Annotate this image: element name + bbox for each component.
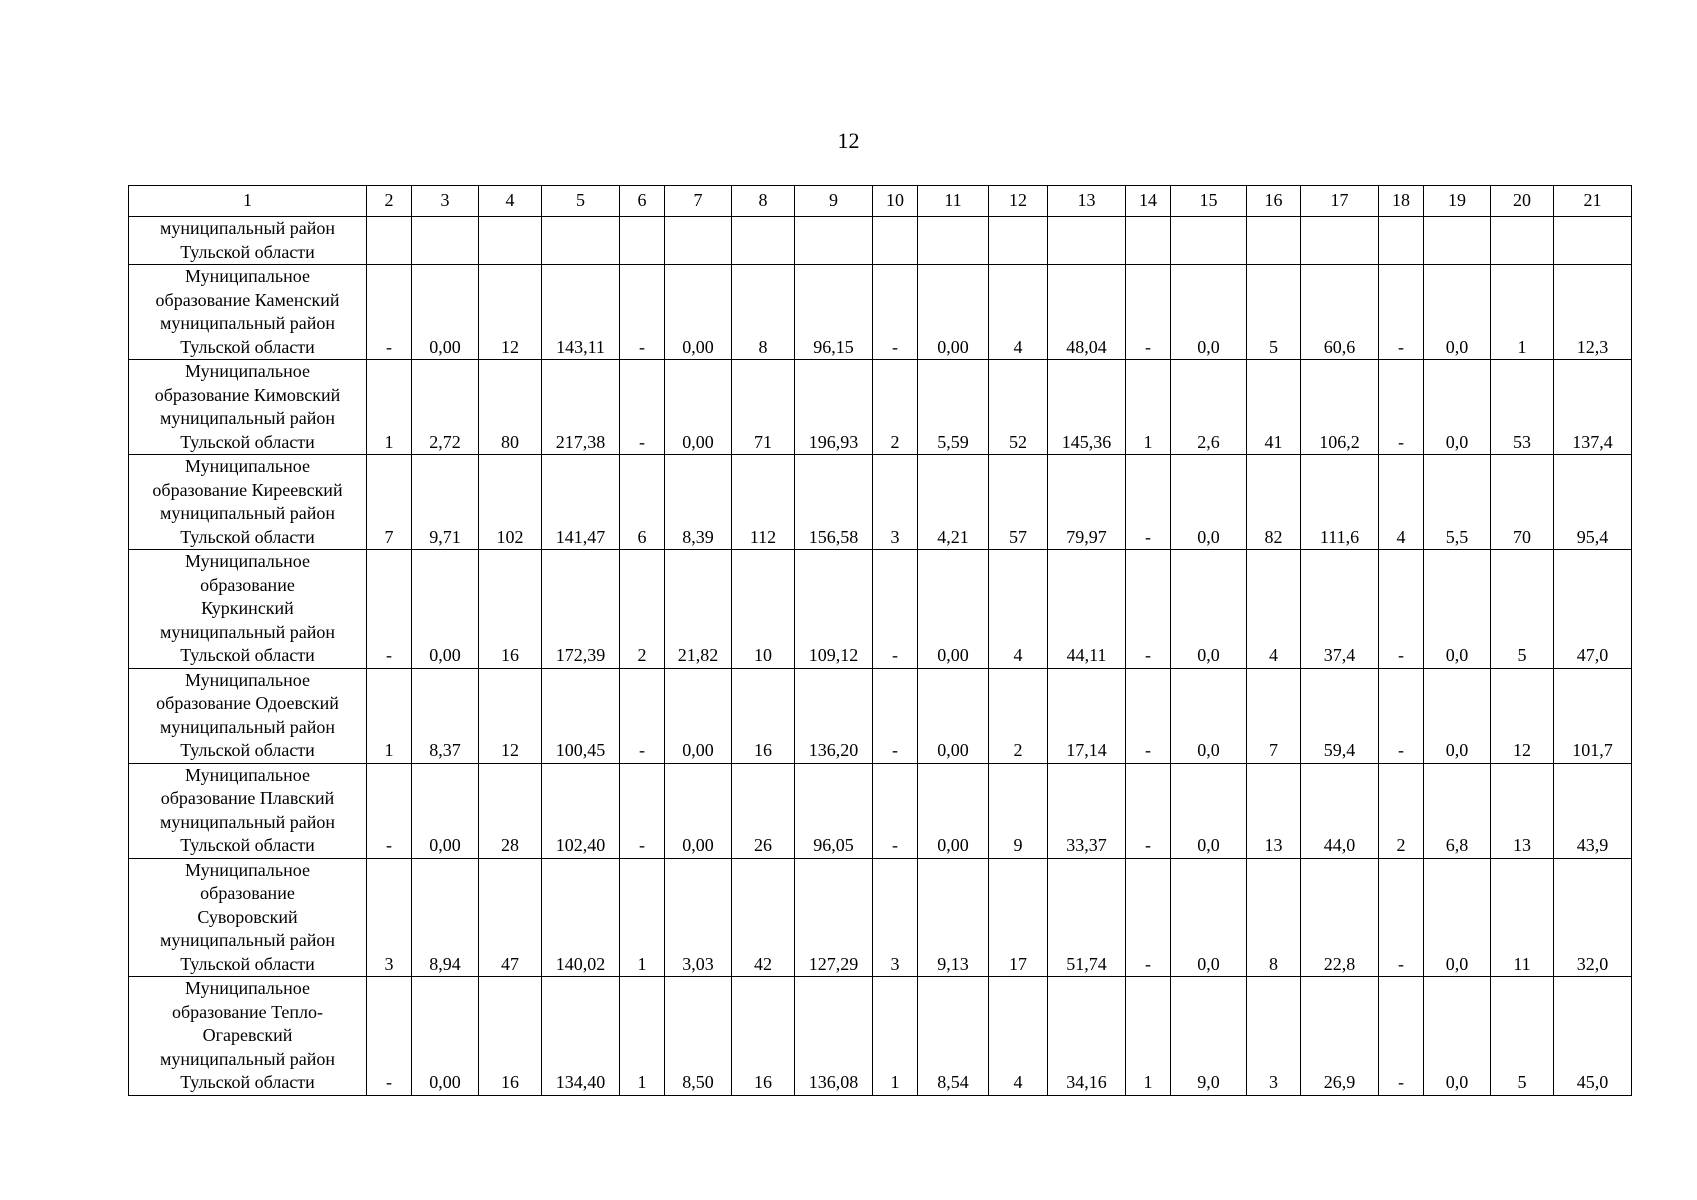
- page-number: 12: [837, 128, 860, 153]
- value-cell: 4: [989, 265, 1048, 360]
- value-cell: 8,50: [665, 977, 732, 1096]
- value-cell: 0,00: [665, 265, 732, 360]
- value-cell: [873, 217, 918, 265]
- value-cell: 112: [732, 455, 795, 550]
- column-header: 7: [665, 186, 732, 217]
- value-cell: 5: [1491, 550, 1554, 669]
- value-cell: 0,00: [412, 550, 479, 669]
- municipality-name-line: образование Кимовский: [154, 384, 341, 405]
- municipality-name-line: образование Одоевский: [156, 693, 339, 713]
- value-cell: 1: [367, 360, 412, 455]
- value-cell: 2: [873, 360, 918, 455]
- municipality-name-line: муниципальный район: [159, 408, 335, 428]
- value-cell: 34,16: [1048, 977, 1126, 1096]
- value-cell: 0,00: [665, 360, 732, 455]
- value-cell: 136,08: [795, 977, 873, 1096]
- value-cell: 8,39: [665, 455, 732, 550]
- column-header: 3: [412, 186, 479, 217]
- value-cell: 21,82: [665, 550, 732, 669]
- value-cell: -: [1126, 668, 1171, 763]
- value-cell: 136,20: [795, 668, 873, 763]
- value-cell: -: [1126, 763, 1171, 858]
- value-cell: 3: [873, 858, 918, 977]
- value-cell: 0,00: [665, 668, 732, 763]
- value-cell: [1424, 217, 1491, 265]
- municipality-name-line: Огаревский: [202, 1025, 293, 1045]
- value-cell: 16: [732, 668, 795, 763]
- value-cell: 140,02: [542, 858, 620, 977]
- value-cell: 1: [873, 977, 918, 1096]
- value-cell: 0,0: [1424, 668, 1491, 763]
- municipality-name-cell: [129, 360, 367, 455]
- value-cell: 45,0: [1554, 977, 1632, 1096]
- value-cell: 13: [1247, 763, 1301, 858]
- value-cell: 141,47: [542, 455, 620, 550]
- value-cell: [1126, 217, 1171, 265]
- municipality-name-line: образование Плавский: [160, 788, 335, 808]
- municipality-name-line: муниципальный район: [159, 811, 335, 832]
- value-cell: 79,97: [1048, 455, 1126, 550]
- municipality-name-cell: [129, 858, 367, 977]
- value-cell: -: [1126, 858, 1171, 977]
- value-cell: 1: [1126, 977, 1171, 1096]
- table-row: [129, 858, 1632, 977]
- municipality-name-line: муниципальный район: [159, 1048, 335, 1069]
- value-cell: -: [367, 763, 412, 858]
- column-header: 11: [918, 186, 989, 217]
- value-cell: -: [1379, 668, 1424, 763]
- value-cell: 0,0: [1424, 360, 1491, 455]
- municipality-name-line: муниципальный район: [159, 503, 335, 523]
- value-cell: 0,0: [1171, 265, 1247, 360]
- value-cell: 71: [732, 360, 795, 455]
- column-header: 6: [620, 186, 665, 217]
- value-cell: 1: [620, 977, 665, 1096]
- municipality-name-line: муниципальный район: [159, 218, 335, 238]
- value-cell: 0,00: [412, 265, 479, 360]
- value-cell: 1: [1491, 265, 1554, 360]
- column-header: 17: [1301, 186, 1379, 217]
- value-cell: 2: [989, 668, 1048, 763]
- value-cell: -: [873, 550, 918, 669]
- value-cell: 16: [479, 550, 542, 669]
- value-cell: 0,00: [918, 668, 989, 763]
- municipality-name-line: Тульской области: [180, 241, 315, 262]
- municipality-name-cell: [129, 455, 367, 550]
- municipality-name-cell: [129, 217, 367, 265]
- column-header: 4: [479, 186, 542, 217]
- value-cell: -: [620, 360, 665, 455]
- value-cell: 53: [1491, 360, 1554, 455]
- value-cell: 37,4: [1301, 550, 1379, 669]
- value-cell: 80: [479, 360, 542, 455]
- value-cell: 8,37: [412, 668, 479, 763]
- value-cell: 33,37: [1048, 763, 1126, 858]
- value-cell: 0,0: [1424, 550, 1491, 669]
- municipality-name-cell: [129, 977, 367, 1096]
- value-cell: -: [1379, 858, 1424, 977]
- value-cell: 26,9: [1301, 977, 1379, 1096]
- value-cell: -: [1126, 455, 1171, 550]
- municipality-name-line: Суворовский: [197, 906, 298, 927]
- municipality-name-line: образование Тепло-: [171, 1001, 324, 1022]
- column-header: 10: [873, 186, 918, 217]
- value-cell: 0,00: [918, 550, 989, 669]
- value-cell: 100,45: [542, 668, 620, 763]
- value-cell: 12: [479, 265, 542, 360]
- value-cell: 44,11: [1048, 550, 1126, 669]
- value-cell: 0,00: [412, 763, 479, 858]
- table-body: [129, 186, 1632, 1096]
- municipality-name-line: муниципальный район: [159, 716, 335, 737]
- municipality-name-line: Тульской области: [180, 645, 315, 665]
- value-cell: 1: [367, 668, 412, 763]
- value-cell: 10: [732, 550, 795, 669]
- value-cell: 13: [1491, 763, 1554, 858]
- value-cell: 4: [1247, 550, 1301, 669]
- municipality-name-cell: [129, 668, 367, 763]
- value-cell: 156,58: [795, 455, 873, 550]
- value-cell: 28: [479, 763, 542, 858]
- value-cell: -: [1126, 550, 1171, 669]
- municipality-name-line: Муниципальное: [185, 361, 310, 381]
- value-cell: -: [1379, 265, 1424, 360]
- value-cell: 60,6: [1301, 265, 1379, 360]
- column-header: 21: [1554, 186, 1632, 217]
- municipality-name-line: муниципальный район: [159, 930, 335, 950]
- value-cell: 17: [989, 858, 1048, 977]
- value-cell: [542, 217, 620, 265]
- value-cell: [367, 217, 412, 265]
- value-cell: 145,36: [1048, 360, 1126, 455]
- municipality-name-line: Тульской области: [180, 953, 315, 974]
- value-cell: [1379, 217, 1424, 265]
- column-header: 12: [989, 186, 1048, 217]
- value-cell: 0,00: [412, 977, 479, 1096]
- municipality-name-line: Муниципальное: [185, 978, 310, 998]
- value-cell: 134,40: [542, 977, 620, 1096]
- value-cell: 48,04: [1048, 265, 1126, 360]
- value-cell: 82: [1247, 455, 1301, 550]
- municipality-name-line: Муниципальное: [185, 764, 310, 785]
- value-cell: 12: [479, 668, 542, 763]
- value-cell: [989, 217, 1048, 265]
- column-header: 8: [732, 186, 795, 217]
- value-cell: 3: [367, 858, 412, 977]
- municipality-name-cell: [129, 763, 367, 858]
- column-header: 9: [795, 186, 873, 217]
- value-cell: -: [1379, 550, 1424, 669]
- value-cell: 3: [873, 455, 918, 550]
- value-cell: 8: [732, 265, 795, 360]
- value-cell: 0,0: [1171, 455, 1247, 550]
- value-cell: 2,6: [1171, 360, 1247, 455]
- table-row: [129, 360, 1632, 455]
- value-cell: 3: [1247, 977, 1301, 1096]
- municipality-name-line: образование: [200, 883, 295, 903]
- value-cell: 2,72: [412, 360, 479, 455]
- municipality-name-line: Муниципальное: [185, 669, 310, 690]
- value-cell: 0,00: [918, 265, 989, 360]
- value-cell: 0,0: [1424, 265, 1491, 360]
- data-table: [128, 185, 1632, 1096]
- value-cell: 127,29: [795, 858, 873, 977]
- value-cell: 16: [732, 977, 795, 1096]
- value-cell: 217,38: [542, 360, 620, 455]
- value-cell: -: [367, 550, 412, 669]
- table-row: [129, 455, 1632, 550]
- value-cell: 32,0: [1554, 858, 1632, 977]
- value-cell: 11: [1491, 858, 1554, 977]
- municipality-name-line: Муниципальное: [185, 266, 310, 286]
- municipality-name-line: Муниципальное: [185, 859, 310, 880]
- municipality-name-line: муниципальный район: [159, 313, 335, 333]
- value-cell: [620, 217, 665, 265]
- value-cell: 6: [620, 455, 665, 550]
- municipality-name-cell: [129, 550, 367, 669]
- value-cell: -: [367, 977, 412, 1096]
- municipality-name-line: Тульской области: [180, 431, 315, 452]
- value-cell: [1554, 217, 1632, 265]
- table-row: [129, 977, 1632, 1096]
- value-cell: 59,4: [1301, 668, 1379, 763]
- value-cell: 9,71: [412, 455, 479, 550]
- value-cell: 5: [1247, 265, 1301, 360]
- value-cell: 12,3: [1554, 265, 1632, 360]
- column-header: 15: [1171, 186, 1247, 217]
- value-cell: 8,94: [412, 858, 479, 977]
- value-cell: [1171, 217, 1247, 265]
- column-header: 18: [1379, 186, 1424, 217]
- value-cell: 57: [989, 455, 1048, 550]
- value-cell: -: [1379, 977, 1424, 1096]
- column-header: 14: [1126, 186, 1171, 217]
- table-row: [129, 550, 1632, 669]
- table-row: [129, 265, 1632, 360]
- municipality-name-line: образование Киреевский: [152, 479, 343, 500]
- value-cell: 137,4: [1554, 360, 1632, 455]
- value-cell: 172,39: [542, 550, 620, 669]
- value-cell: 0,00: [665, 763, 732, 858]
- table-row: [129, 668, 1632, 763]
- value-cell: 2: [620, 550, 665, 669]
- municipality-name-line: Муниципальное: [185, 456, 310, 476]
- value-cell: 5: [1491, 977, 1554, 1096]
- value-cell: 0,0: [1171, 668, 1247, 763]
- value-cell: 8,54: [918, 977, 989, 1096]
- value-cell: 0,0: [1171, 550, 1247, 669]
- value-cell: 52: [989, 360, 1048, 455]
- value-cell: 8: [1247, 858, 1301, 977]
- municipality-name-line: Муниципальное: [185, 551, 310, 571]
- value-cell: [1301, 217, 1379, 265]
- value-cell: 70: [1491, 455, 1554, 550]
- value-cell: 102: [479, 455, 542, 550]
- value-cell: 109,12: [795, 550, 873, 669]
- value-cell: -: [873, 763, 918, 858]
- value-cell: [479, 217, 542, 265]
- value-cell: [795, 217, 873, 265]
- value-cell: [732, 217, 795, 265]
- value-cell: 4: [989, 550, 1048, 669]
- value-cell: [1048, 217, 1126, 265]
- value-cell: 51,74: [1048, 858, 1126, 977]
- value-cell: 12: [1491, 668, 1554, 763]
- municipality-name-line: Тульской области: [180, 740, 315, 760]
- value-cell: -: [1126, 265, 1171, 360]
- value-cell: 0,0: [1424, 977, 1491, 1096]
- value-cell: 196,93: [795, 360, 873, 455]
- table-header-row: [129, 186, 1632, 217]
- municipality-name-line: Тульской области: [180, 1072, 315, 1092]
- municipality-name-line: Тульской области: [180, 336, 315, 357]
- municipality-name-line: муниципальный район: [159, 621, 335, 642]
- value-cell: 95,4: [1554, 455, 1632, 550]
- value-cell: [1491, 217, 1554, 265]
- value-cell: 1: [1126, 360, 1171, 455]
- value-cell: 0,0: [1171, 858, 1247, 977]
- value-cell: 1: [620, 858, 665, 977]
- municipality-name-line: образование Каменский: [155, 289, 340, 310]
- municipality-name-line: образование: [200, 574, 295, 595]
- value-cell: 43,9: [1554, 763, 1632, 858]
- value-cell: [412, 217, 479, 265]
- value-cell: -: [873, 265, 918, 360]
- value-cell: 4,21: [918, 455, 989, 550]
- value-cell: 3,03: [665, 858, 732, 977]
- value-cell: 0,00: [918, 763, 989, 858]
- value-cell: 5,5: [1424, 455, 1491, 550]
- value-cell: 47,0: [1554, 550, 1632, 669]
- value-cell: 7: [367, 455, 412, 550]
- value-cell: 41: [1247, 360, 1301, 455]
- value-cell: -: [1379, 360, 1424, 455]
- value-cell: 106,2: [1301, 360, 1379, 455]
- value-cell: 22,8: [1301, 858, 1379, 977]
- value-cell: 0,0: [1424, 858, 1491, 977]
- column-header: 19: [1424, 186, 1491, 217]
- value-cell: 47: [479, 858, 542, 977]
- value-cell: -: [873, 668, 918, 763]
- value-cell: [1247, 217, 1301, 265]
- value-cell: 16: [479, 977, 542, 1096]
- municipality-name-cell: [129, 265, 367, 360]
- value-cell: 9,13: [918, 858, 989, 977]
- table-row: [129, 217, 1632, 265]
- column-header: 16: [1247, 186, 1301, 217]
- value-cell: 96,05: [795, 763, 873, 858]
- value-cell: -: [367, 265, 412, 360]
- value-cell: 44,0: [1301, 763, 1379, 858]
- table-row: [129, 763, 1632, 858]
- municipality-name-line: Куркинский: [201, 598, 294, 618]
- value-cell: 26: [732, 763, 795, 858]
- column-header: 1: [129, 186, 367, 217]
- value-cell: [665, 217, 732, 265]
- value-cell: 7: [1247, 668, 1301, 763]
- municipality-name-line: Тульской области: [180, 835, 315, 855]
- column-header: 5: [542, 186, 620, 217]
- value-cell: 102,40: [542, 763, 620, 858]
- value-cell: -: [620, 265, 665, 360]
- value-cell: -: [620, 668, 665, 763]
- value-cell: 42: [732, 858, 795, 977]
- column-header: 2: [367, 186, 412, 217]
- value-cell: 9: [989, 763, 1048, 858]
- value-cell: [918, 217, 989, 265]
- value-cell: 6,8: [1424, 763, 1491, 858]
- municipality-name-line: Тульской области: [180, 526, 315, 547]
- column-header: 13: [1048, 186, 1126, 217]
- value-cell: 101,7: [1554, 668, 1632, 763]
- value-cell: 17,14: [1048, 668, 1126, 763]
- value-cell: 4: [1379, 455, 1424, 550]
- value-cell: 111,6: [1301, 455, 1379, 550]
- value-cell: 9,0: [1171, 977, 1247, 1096]
- value-cell: 143,11: [542, 265, 620, 360]
- value-cell: 96,15: [795, 265, 873, 360]
- value-cell: 5,59: [918, 360, 989, 455]
- value-cell: 0,0: [1171, 763, 1247, 858]
- value-cell: 2: [1379, 763, 1424, 858]
- value-cell: -: [620, 763, 665, 858]
- value-cell: 4: [989, 977, 1048, 1096]
- column-header: 20: [1491, 186, 1554, 217]
